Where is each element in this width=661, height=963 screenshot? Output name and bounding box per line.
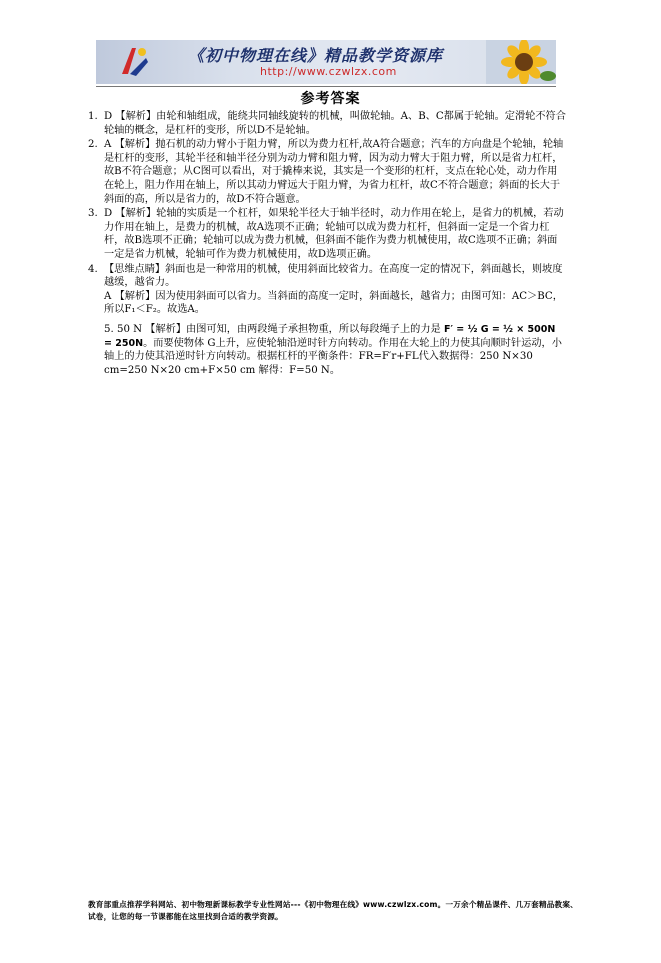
sunflower-icon xyxy=(486,40,556,84)
answer-number: 1. xyxy=(88,111,98,122)
answer-number: 3. xyxy=(88,208,98,220)
answer-5-tail: 。而要使物体 G上升，应使轮轴沿逆时针方向转动。作用在大轮上的力使其向顺时针运动，小轴上的力使其沿逆时针方向转动。根据杠杆的平衡条件：FR=F′r+FL代入数据得：250 N×30 cm=250 N×20 cm+F×50 cm 解得：F=50 N。 xyxy=(104,337,562,376)
banner-url: http://www.czwlzx.com xyxy=(260,65,397,78)
answer-3 xyxy=(88,207,566,261)
answer-5 xyxy=(88,323,566,377)
answer-2 xyxy=(88,138,566,206)
answer-5-equation: F′ = ½ G = ½ × 500N = 250N xyxy=(104,323,556,349)
answer-number: 2. xyxy=(88,139,98,151)
answer-text: D 【解析】轮轴的实质是一个杠杆，如果轮半径大于轴半径时，动力作用在轮上，是省力的机械，若动力作用在轴上，是费力的机械，故A选项不正确；轮轴可以成为费力杠杆，但斜面一定是一个省力杠杆，故B选项不正确；轮轴可以成为费力机械，但斜面不能作为费力机械使用，故C选项不正确；斜面一定是省力机械，轮轴可作为费力机械使用，故D选项正确。 xyxy=(104,208,564,260)
answer-5-lead: 5. 50 N 【解析】由图可知，由两段绳子承担物重，所以每段绳子上的力是 xyxy=(104,323,441,335)
answer-1 xyxy=(88,110,566,137)
header-rule xyxy=(96,86,556,87)
answer-text: D 【解析】由轮和轴组成，能绕共同轴线旋转的机械，叫做轮轴。A、B、C都属于轮轴。定滑轮不符合轮轴的概念，是杠杆的变形，所以D不是轮轴。 xyxy=(104,111,566,136)
answers-content xyxy=(88,110,566,377)
answer-4 xyxy=(88,263,566,317)
site-logo-icon xyxy=(116,44,152,80)
page-title: 参考答案 xyxy=(300,91,361,107)
footer-note: 教育部重点推荐学科网站、初中物理新课标教学专业性网站---《初中物理在线》www.czwlzx.com。一万余个精品课件、几万套精品教案、试卷，让您的每一节课都能在这里找到合适的教学资源。 xyxy=(88,900,578,921)
header-banner xyxy=(96,40,556,84)
answer-text: A 【解析】抛石机的动力臂小于阻力臂，所以为费力杠杆,故A符合题意；汽车的方向盘是个轮轴，轮轴是杠杆的变形，其轮半径和轴半径分别为动力臂和阻力臂，因为动力臂大于阻力臂，所以是省力杠杆，故B不符合题意；从C图可以看出，对于撬棒来说，其实是一个变形的杠杆，支点在轮心处，动力作用在轮上，阻力作用在轴上，所以其动力臂远大于阻力臂，为省力杠杆，故C不符合题意；斜面的长大于斜面的高，所以是省力的，故D不符合题意。 xyxy=(104,139,564,205)
banner-title: 《初中物理在线》精品教学资源库 xyxy=(188,46,444,65)
answer-number: 4. xyxy=(88,263,98,275)
answer-text: 【思维点睛】斜面也是一种常用的机械，使用斜面比较省力。在高度一定的情况下，斜面越长，则坡度越缓，越省力。 xyxy=(104,263,563,289)
answer-4-solution: A 【解析】因为使用斜面可以省力。当斜面的高度一定时，斜面越长，越省力；由图可知：AC＞BC，所以F₁＜F₂。故选A。 xyxy=(104,290,563,316)
